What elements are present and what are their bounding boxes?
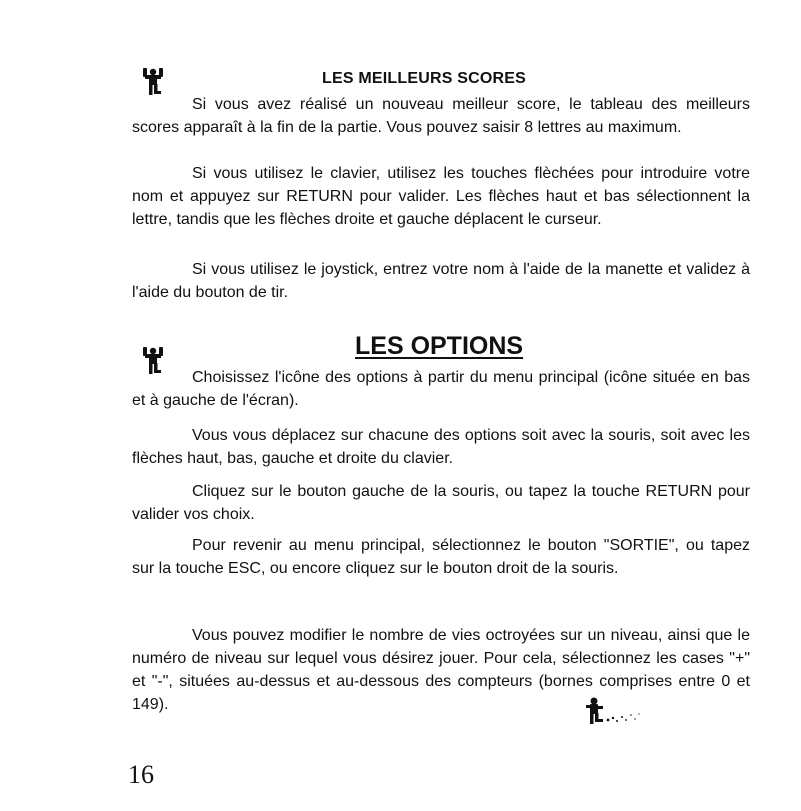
options-paragraph-1: Choisissez l'icône des options à partir du menu principal (icône située en bas et à gauche de l'écran). xyxy=(132,369,750,409)
strongman-icon xyxy=(141,66,165,96)
options-paragraph-3: Cliquez sur le bouton gauche de la souris, ou tapez la touche RETURN pour valider vos choix. xyxy=(132,483,750,523)
scores-paragraph-2: Si vous utilisez le clavier, utilisez les touches flèchées pour introduire votre nom et appuyez sur RETURN pour valider. Les flèches haut et bas sélectionnent la lettre, tandis que les flèches droite et gauche déplacent le curseur. xyxy=(132,165,750,228)
scores-paragraph-3: Si vous utilisez le joystick, entrez votre nom à l'aide de la manette et validez à l'aide du bouton de tir. xyxy=(132,261,750,301)
options-paragraph-4: Pour revenir au menu principal, sélectionnez le bouton "SORTIE", ou tapez sur la touche ESC, ou encore cliquez sur le bouton droit de la souris. xyxy=(132,537,750,577)
options-paragraph-2: Vous vous déplacez sur chacune des options soit avec la souris, soit avec les flèches haut, bas, gauche et droite du clavier. xyxy=(132,427,750,467)
running-man-icon xyxy=(584,696,644,728)
scores-paragraph-1: Si vous avez réalisé un nouveau meilleur score, le tableau des meilleurs scores apparaît à la fin de la partie. Vous pouvez saisir 8 lettres au maximum. xyxy=(132,96,750,136)
section-title-options: LES OPTIONS xyxy=(355,332,524,360)
page-number: 16 xyxy=(128,760,154,789)
options-paragraph-5: Vous pouvez modifier le nombre de vies octroyées sur un niveau, ainsi que le numéro de niveau sur lequel vous désirez jouer. Pour cela, sélectionnez les cases "+" et "-", situées au-dessus et au-dessous des compteurs (bornes comprises entre 0 et 149). xyxy=(132,627,750,713)
section-title-scores: LES MEILLEURS SCORES xyxy=(322,70,527,87)
